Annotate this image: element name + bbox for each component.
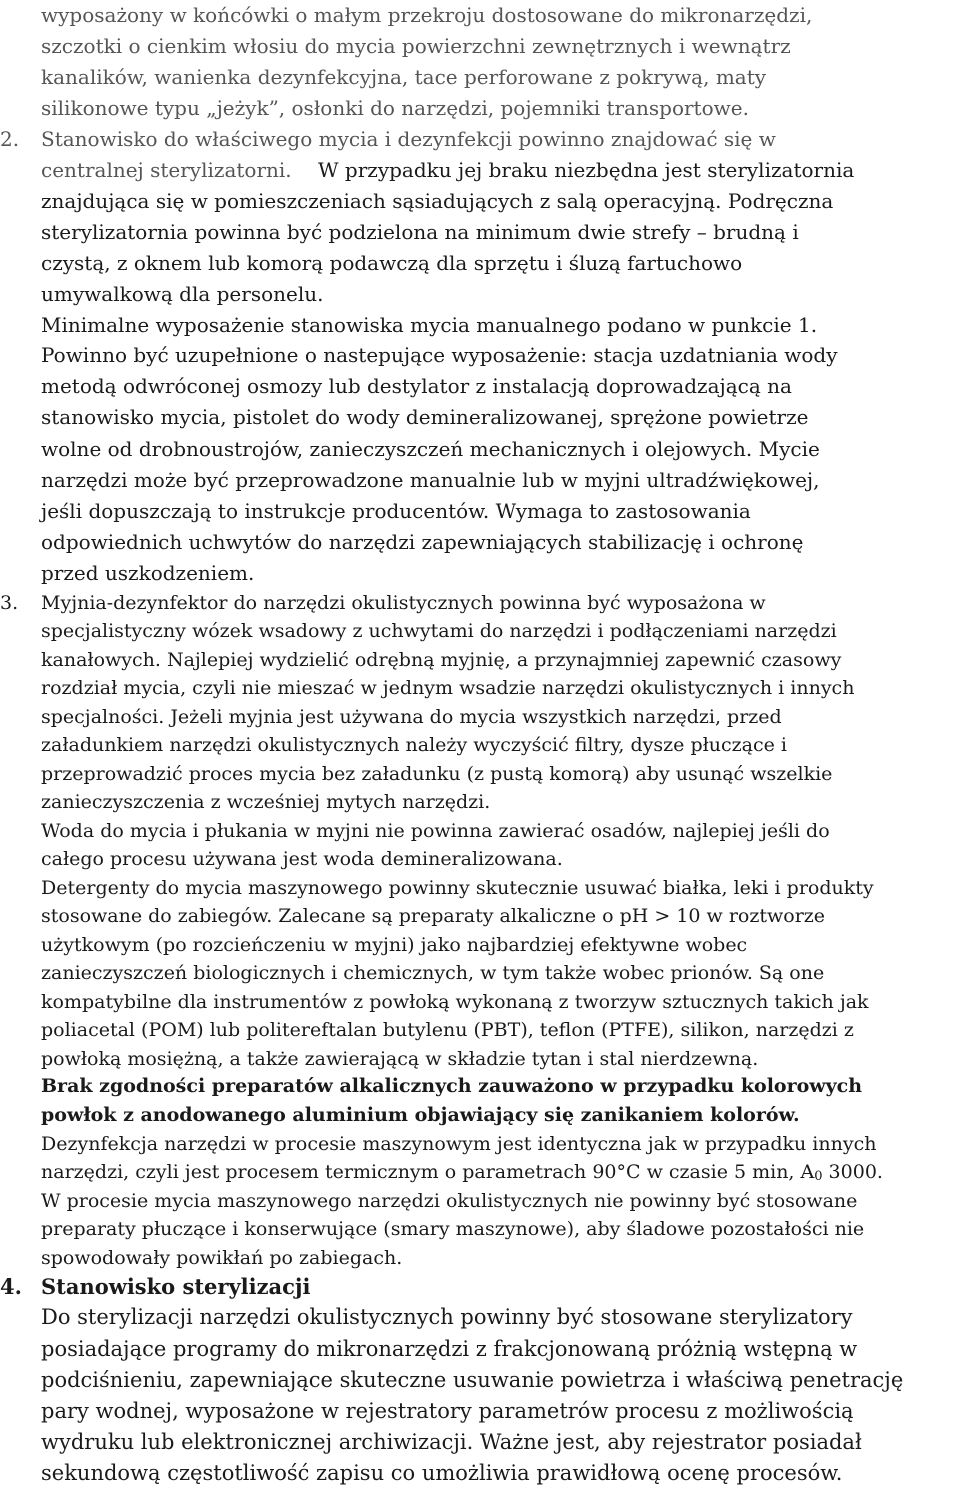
text-line: odpowiednich uchwytów do narzędzi zapewniających stabilizację i ochronę xyxy=(41,530,804,554)
text-line: Stanowisko do właściwego mycia i dezynfekcji powinno znajdować się w xyxy=(41,127,776,151)
text-line: powłoką mosiężną, a także zawierającą w składzie tytan i stal nierdzewną. xyxy=(41,1048,759,1070)
text-line: spowodowały powikłań po zabiegach. xyxy=(41,1247,403,1269)
item-number: 4. xyxy=(0,1274,22,1299)
text-line: narzędzi może być przeprowadzone manualnie lub w myjni ultradźwiękowej, xyxy=(41,468,820,492)
subscript: 0 xyxy=(814,1169,823,1184)
text-line: pary wodnej, wyposażone w rejestratory parametrów procesu z możliwością xyxy=(41,1399,854,1423)
text-line: zanieczyszczeń biologicznych i chemicznych, w tym także wobec prionów. Są one xyxy=(41,962,825,984)
text-line: preparaty płuczące i konserwujące (smary maszynowe), aby śladowe pozostałości nie xyxy=(41,1218,865,1240)
text-line: wolne od drobnoustrojów, zanieczyszczeń mechanicznych i olejowych. Mycie xyxy=(41,437,820,461)
text-line: W przypadku jej braku niezbędna jest sterylizatornia xyxy=(318,158,855,182)
text-line: specjalistyczny wózek wsadowy z uchwytami do narzędzi i podłączeniami narzędzi xyxy=(41,620,837,642)
text-line: kompatybilne dla instrumentów z powłoką wykonaną z tworzyw sztucznych takich jak xyxy=(41,991,869,1013)
text-line: załadunkiem narzędzi okulistycznych należy wyczyścić filtry, dysze płuczące i xyxy=(41,734,787,756)
text-line: rozdział mycia, czyli nie mieszać w jednym wsadzie narzędzi okulistycznych i innych xyxy=(41,677,855,699)
text-line: Detergenty do mycia maszynowego powinny skutecznie usuwać białka, leki i produkty xyxy=(41,877,874,899)
text-line: wydruku lub elektronicznej archiwizacji. Ważne jest, aby rejestrator posiadał xyxy=(41,1430,862,1454)
text-line: podciśnieniu, zapewniające skuteczne usuwanie powietrza i właściwą penetrację xyxy=(41,1368,904,1392)
text-line: sekundową częstotliwość zapisu co umożliwia prawidłową ocenę procesów. xyxy=(41,1461,843,1485)
text-line: stosowane do zabiegów. Zalecane są preparaty alkaliczne o pH > 10 w roztworze xyxy=(41,905,826,927)
text-line: Dezynfekcja narzędzi w procesie maszynowym jest identyczna jak w przypadku innych xyxy=(41,1133,877,1155)
text-line: centralnej sterylizatorni. xyxy=(41,158,292,182)
text-line: Minimalne wyposażenie stanowiska mycia manualnego podano w punkcie 1. xyxy=(41,313,818,337)
text-line: czystą, z oknem lub komorą podawczą dla sprzętu i śluzą fartuchowo xyxy=(41,251,743,275)
text-line: posiadające programy do mikronarzędzi z frakcjonowaną próżnią wstępną w xyxy=(41,1337,858,1361)
text-line: całego procesu używana jest woda demineralizowana. xyxy=(41,848,563,870)
text-line: kanałowych. Najlepiej wydzielić odrębną myjnię, a przynajmniej zapewnić czasowy xyxy=(41,649,842,671)
text-line: Myjnia-dezynfektor do narzędzi okulistycznych powinna być wyposażona w xyxy=(41,592,766,614)
text-line: sterylizatornia powinna być podzielona na minimum dwie strefy – brudną i xyxy=(41,220,799,244)
text-line: W procesie mycia maszynowego narzędzi okulistycznych nie powinny być stosowane xyxy=(41,1190,858,1212)
text-line: umywalkową dla personelu. xyxy=(41,282,324,306)
bold-text-line: powłok z anodowanego aluminium objawiający się zanikaniem kolorów. xyxy=(41,1104,800,1126)
text-line: metodą odwróconej osmozy lub destylator z instalacją doprowadzającą na xyxy=(41,374,792,398)
text-line: Do sterylizacji narzędzi okulistycznych powinny być stosowane sterylizatory xyxy=(41,1305,853,1329)
text-segment: 3000. xyxy=(822,1161,883,1183)
text-line: szczotki o cienkim włosiu do mycia powierzchni zewnętrznych i wewnątrz xyxy=(41,34,791,58)
item-number: 3. xyxy=(0,592,19,614)
text-line: stanowisko mycia, pistolet do wody demineralizowanej, sprężone powietrze xyxy=(41,405,809,429)
text-line-with-subscript xyxy=(41,1163,883,1183)
text-line: poliacetal (POM) lub politereftalan butylenu (PBT), teflon (PTFE), silikon, narzędzi z xyxy=(41,1019,854,1041)
text-line: znajdująca się w pomieszczeniach sąsiadujących z salą operacyjną. Podręczna xyxy=(41,189,834,213)
text-line: kanalików, wanienka dezynfekcyjna, tace perforowane z pokrywą, maty xyxy=(41,65,767,89)
text-line: przed uszkodzeniem. xyxy=(41,561,255,585)
text-line: przeprowadzić proces mycia bez załadunku (z pustą komorą) aby usunąć wszelkie xyxy=(41,763,833,785)
section-heading: Stanowisko sterylizacji xyxy=(41,1274,311,1299)
text-line: użytkowym (po rozcieńczeniu w myjni) jako najbardziej efektywne wobec xyxy=(41,934,748,956)
text-line: silikonowe typu „jeżyk”, osłonki do narzędzi, pojemniki transportowe. xyxy=(41,96,749,120)
text-line: wyposażony w końcówki o małym przekroju dostosowane do mikronarzędzi, xyxy=(41,3,813,27)
text-segment: narzędzi, czyli jest procesem termicznym o parametrach 90°C w czasie 5 min, A xyxy=(41,1161,815,1183)
text-line: zanieczyszczenia z wcześniej mytych narzędzi. xyxy=(41,791,491,813)
item-number: 2. xyxy=(0,127,20,151)
text-line: Woda do mycia i płukania w myjni nie powinna zawierać osadów, najlepiej jeśli do xyxy=(41,820,830,842)
bold-text-line: Brak zgodności preparatów alkalicznych zauważono w przypadku kolorowych xyxy=(41,1075,863,1097)
text-line: jeśli dopuszczają to instrukcje producentów. Wymaga to zastosowania xyxy=(41,499,751,523)
text-line: Powinno być uzupełnione o nastepujące wyposażenie: stacja uzdatniania wody xyxy=(41,343,838,367)
text-line: specjalności. Jeżeli myjnia jest używana do mycia wszystkich narzędzi, przed xyxy=(41,706,782,728)
